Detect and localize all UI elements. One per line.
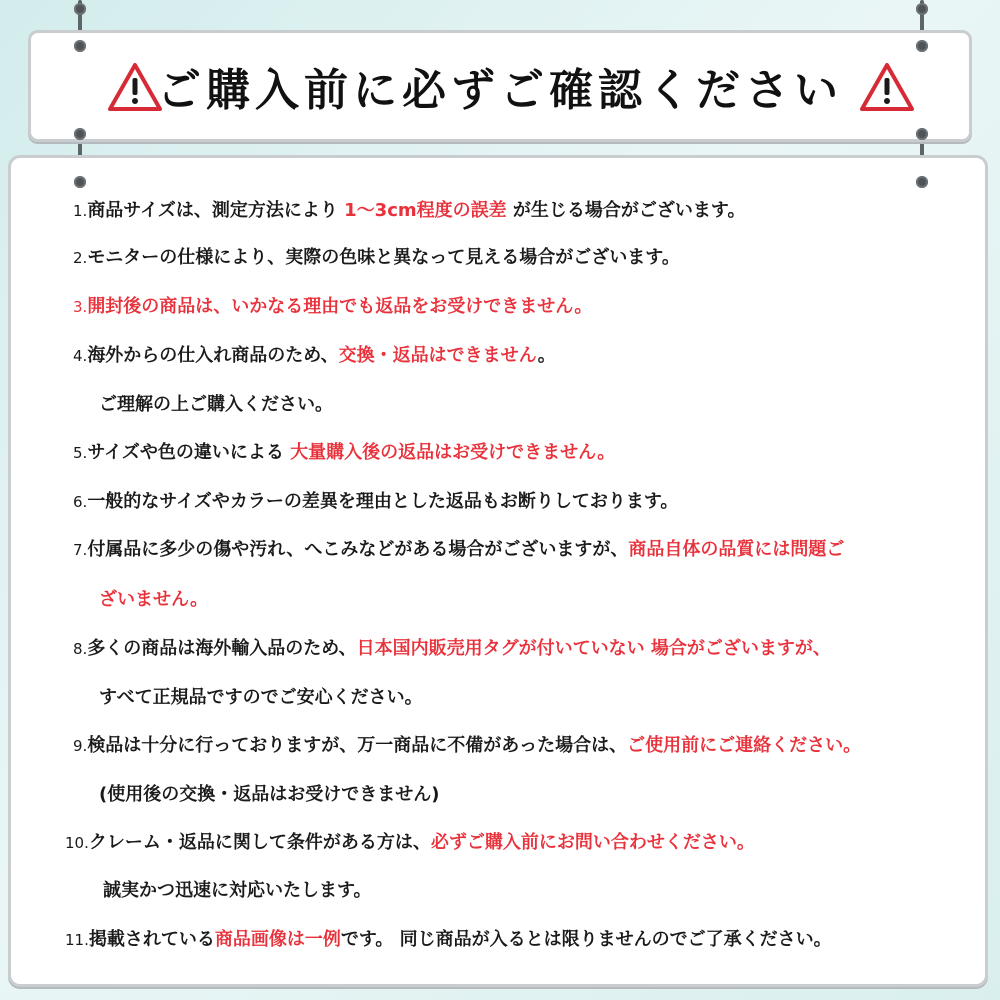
item-text: 海外からの仕入れ商品のため、 — [87, 345, 339, 366]
item-number: 3. — [73, 298, 88, 316]
item-text: 掲載されている — [88, 929, 215, 950]
warning-triangle-icon — [859, 61, 915, 113]
peg — [916, 3, 928, 15]
item-number: 6. — [73, 493, 88, 511]
notice-item-continuation — [11, 781, 985, 809]
item-number: 1. — [73, 202, 88, 220]
notice-item — [11, 342, 985, 370]
notice-item-continuation — [11, 877, 985, 905]
item-text: クレーム・返品に関して条件がある方は、 — [88, 832, 431, 853]
highlight-text: ご使用前にご連絡ください。 — [627, 735, 862, 756]
peg — [74, 3, 86, 15]
highlight-text: 日本国内販売用タグが付いていない 場合がございますが、 — [356, 638, 831, 659]
item-text: モニターの仕様により、実際の色味と異なって見える場合がございます。 — [87, 247, 680, 268]
item-text: 。 — [537, 345, 556, 366]
notice-item — [11, 439, 985, 467]
highlight-text: 交換・返品はできません — [338, 345, 538, 366]
peg — [74, 128, 86, 140]
notice-item — [11, 829, 985, 857]
notice-item — [11, 244, 985, 272]
notice-item — [11, 197, 985, 225]
item-text: が生じる場合がございます。 — [506, 200, 746, 221]
item-number: 4. — [73, 347, 88, 365]
highlight-text: 開封後の商品は、いかなる理由でも返品をお受けできません。 — [87, 296, 593, 317]
item-text: 商品サイズは、測定方法により — [87, 200, 345, 221]
notice-item — [11, 635, 985, 663]
highlight-text: 1〜3cm程度の誤差 — [344, 200, 507, 221]
notice-item — [11, 732, 985, 760]
notice-item — [11, 926, 985, 954]
item-number: 8. — [73, 640, 88, 658]
notice-item — [11, 293, 985, 321]
notice-item — [11, 536, 985, 564]
notice-item-continuation — [11, 391, 985, 419]
peg — [916, 40, 928, 52]
highlight-text: 必ずご購入前にお問い合わせください。 — [430, 832, 755, 853]
notice-item-continuation — [11, 586, 985, 614]
highlight-text: 大量購入後の返品はお受けできません。 — [290, 442, 616, 463]
item-text: すべて正規品ですのでご安心ください。 — [99, 687, 423, 708]
item-number: 11. — [65, 931, 89, 949]
item-text: です。 同じ商品が入るとは限りませんのでご了承ください。 — [340, 929, 832, 950]
item-number: 9. — [73, 737, 88, 755]
item-number: 2. — [73, 249, 88, 267]
peg — [916, 176, 928, 188]
item-text: 検品は十分に行っておりますが、万一商品に不備があった場合は、 — [87, 735, 628, 756]
peg — [916, 128, 928, 140]
page-title: ご購入前に必ずご確認ください — [157, 65, 843, 116]
peg — [74, 176, 86, 188]
notice-board — [8, 155, 988, 987]
item-number: 5. — [73, 444, 88, 462]
title-board — [28, 30, 972, 142]
item-number: 7. — [73, 541, 88, 559]
highlight-text: ざいません。 — [99, 589, 209, 610]
highlight-text: 商品自体の品質には問題ご — [628, 539, 845, 560]
peg — [74, 40, 86, 52]
highlight-text: 商品画像は一例 — [214, 929, 341, 950]
notice-item-continuation — [11, 684, 985, 712]
item-text: サイズや色の違いによる — [87, 442, 291, 463]
item-text: 一般的なサイズやカラーの差異を理由とした返品もお断りしております。 — [87, 491, 679, 512]
item-number: 10. — [65, 834, 89, 852]
item-text: ご理解の上ご購入ください。 — [99, 394, 333, 415]
item-text: 多くの商品は海外輸入品のため、 — [87, 638, 357, 659]
item-text: 誠実かつ迅速に対応いたします。 — [103, 880, 372, 901]
item-text: (使用後の交換・返品はお受けできません) — [99, 784, 440, 805]
notice-item — [11, 488, 985, 516]
item-text: 付属品に多少の傷や汚れ、へこみなどがある場合がございますが、 — [87, 539, 629, 560]
